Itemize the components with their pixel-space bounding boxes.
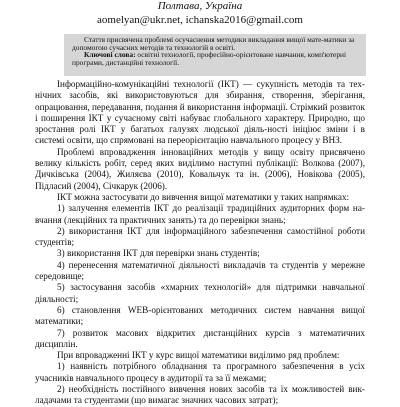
list-item: 7) розвиток масових відкритих дистанційних курсів з математичних дисциплін. bbox=[35, 327, 365, 349]
paragraph-literature-review: Проблемі впровадження інноваційних методів у вищу освіту присвячено велику кількість робіт, серед яких виділимо наступні публікації: Волкова (2007), Дичківська (2004), Жиляєва (2010), Ковальчук та ін. (2006), Новікова (2005), Підласий (2004), Січкарук (2006). bbox=[35, 146, 365, 191]
problem-item: 2) необхідність постійного вивчення нових засобів та їх можливостей вик-ладачами та студентами (що вимагає значних часових затрат); bbox=[35, 384, 365, 406]
abstract-block bbox=[72, 36, 364, 66]
list-item: 2) використання ІКТ для інформаційного забезпечення самостійної роботи студентів; bbox=[35, 225, 365, 248]
list-item: 6) становлення WEB-орієнтованих методичних систем навчання вищої математики; bbox=[35, 304, 365, 327]
list-item: 3) використання ІКТ для перевірки знань студентів; bbox=[57, 248, 260, 259]
author-location: Полтава, Україна bbox=[157, 0, 243, 12]
paragraph-problems-intro: При впровадженні ІКТ у курс вищої математики виділимо ряд проблем: bbox=[57, 350, 340, 361]
keywords-line bbox=[72, 51, 364, 66]
list-item: 1) залучення елементів ІКТ до реалізації традиційних аудиторних форм на-вчання (лекційних та практичних занять) та до перевірки знань; bbox=[35, 203, 365, 225]
paragraph-directions-intro: ІКТ можна застосувати до вивчення вищої математики у таких напрямках: bbox=[57, 191, 350, 202]
list-item: 5) застосування засобів «хмарних технологій» для підтримки навчальної діяльності; bbox=[35, 282, 365, 304]
article-body bbox=[35, 79, 365, 407]
keywords-text: освітні технології, професійно-орієнтоване навчання, комп'ютерні програми, дистанційні технології. bbox=[72, 50, 347, 67]
list-item: 4) перенесення математичної діяльності викладачів та студентів у мережне середовище; bbox=[35, 259, 365, 282]
author-emails: aomelyan@ukr.net, ichanska2016@gmail.com bbox=[97, 14, 303, 26]
keywords-label: Ключові слова: bbox=[84, 50, 136, 60]
paragraph-ict-definition: Інформаційно-комунікаційні технології (ІКТ) — сукупність методів та тех-нічних засобів, які використовуються для збирання, створення, зберігання, опрацювання, передавання, подання й використання інформації. Стрімкий розвиток і поширення ІКТ у сучасному світі набуває глобального характеру. Природно, що зростання ролі ІКТ у багатьох галузях людської діяль-ності ініціює зміни і в системі освіти, що спрямовані на переорієнтацію навчального процесу у ВНЗ. bbox=[35, 79, 365, 146]
problem-item: 1) наявність потрібного обладнання та програмного забезпечення в усіх учасників навчального процесу в аудиторії та за її межами; bbox=[35, 361, 365, 383]
abstract-summary: Стаття присвячена проблемі осучаснення методики викладання вищої мате-матики за допомогою сучасних методів та технологій в освіті. bbox=[72, 35, 355, 52]
